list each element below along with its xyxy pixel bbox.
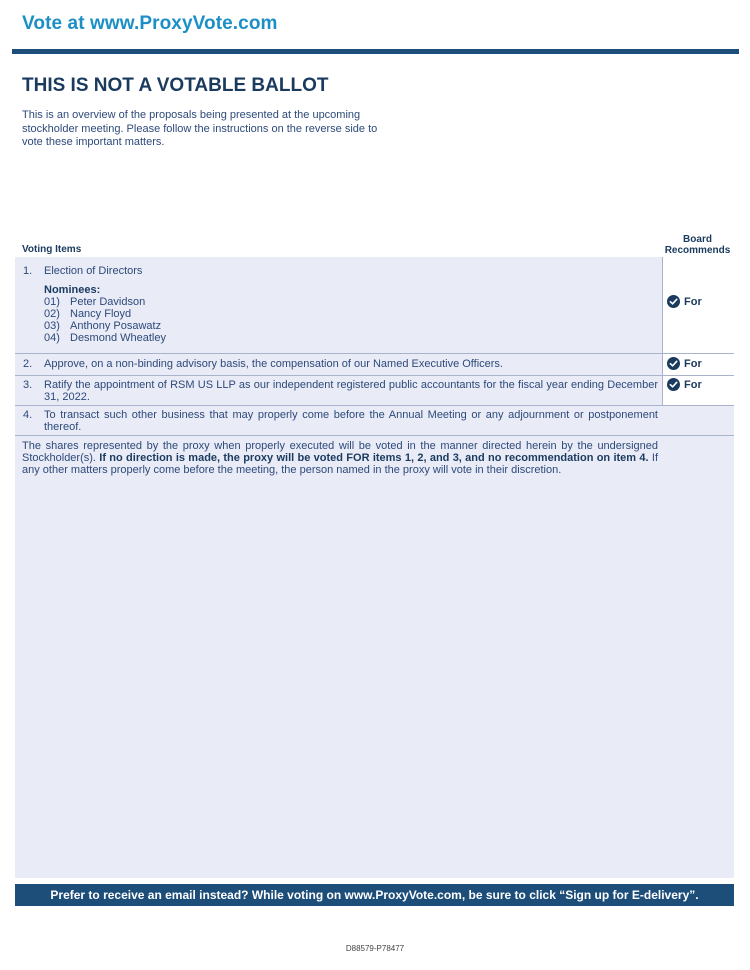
nominee-row — [44, 296, 658, 308]
board-recommendation-cell — [662, 257, 735, 353]
board-label: Board — [683, 234, 712, 245]
check-circle-icon — [667, 295, 680, 308]
nominee-number: 01) — [44, 296, 60, 308]
page-title: THIS IS NOT A VOTABLE BALLOT — [22, 75, 329, 96]
header-divider — [12, 49, 739, 54]
board-recommends-header — [660, 234, 735, 256]
nominee-name: Peter Davidson — [70, 296, 146, 308]
nominee-name: Nancy Floyd — [70, 308, 132, 320]
check-circle-icon — [667, 378, 680, 391]
nominee-name: Desmond Wheatley — [70, 332, 166, 344]
nominee-name: Anthony Posawatz — [70, 320, 162, 332]
board-recommendation-cell — [662, 354, 735, 375]
item-number: 4. — [23, 409, 33, 421]
recommendation-for — [667, 378, 702, 391]
disclaimer-text: The shares represented by the proxy when properly executed will be voted in the manner directed herein by the undersigned Stockholder(s). — [22, 440, 658, 464]
item-number: 1. — [23, 265, 33, 277]
item-text — [44, 265, 658, 344]
voting-items-panel — [15, 257, 734, 878]
recommends-label: Recommends — [664, 245, 731, 256]
nominee-number: 04) — [44, 332, 60, 344]
board-recommendation-cell — [662, 376, 735, 405]
nominees-heading: Nominees: — [44, 284, 101, 296]
recommendation-for — [667, 357, 702, 370]
item-text: To transact such other business that may properly come before the Annual Meeting or any adjournment or postponement thereof. — [44, 409, 658, 433]
disclaimer-text-end: If any other matters properly come before the meeting, the person named in the proxy will vote in their discretion. — [22, 452, 658, 476]
intro-paragraph: This is an overview of the proposals being presented at the upcoming stockholder meeting. Please follow the instructions on the reverse side to vote these important matters. — [22, 109, 378, 148]
item-text: Approve, on a non-binding advisory basis, the compensation of our Named Executive Officers. — [44, 358, 503, 370]
recommendation-label: For — [684, 357, 702, 370]
nominee-number: 03) — [44, 320, 60, 332]
item-number: 3. — [23, 379, 33, 391]
voting-item-3 — [15, 376, 734, 406]
voting-item-2 — [15, 354, 734, 376]
e-delivery-banner — [15, 884, 734, 906]
recommendation-for — [667, 295, 702, 308]
document-code: D88579-P78477 — [345, 944, 405, 953]
item-text: Ratify the appointment of RSM US LLP as our independent registered public accountants for the fiscal year ending December 31, 2022. — [44, 379, 658, 403]
nominee-row — [44, 320, 658, 332]
proxy-disclaimer — [22, 440, 658, 476]
check-circle-icon — [667, 357, 680, 370]
recommendation-label: For — [684, 295, 702, 308]
item-number: 2. — [23, 358, 33, 370]
voting-item-4 — [15, 406, 734, 436]
proxyvote-header-link[interactable]: Vote at www.ProxyVote.com — [22, 13, 278, 34]
nominee-row — [44, 308, 658, 320]
recommendation-label: For — [684, 378, 702, 391]
item-description: Election of Directors — [44, 265, 143, 277]
voting-items-header: Voting Items — [22, 244, 82, 255]
e-delivery-text: Prefer to receive an email instead? While voting on www.ProxyVote.com, be sure to click “Sign up for E-delivery”. — [50, 888, 699, 902]
nominee-row — [44, 332, 658, 344]
nominee-number: 02) — [44, 308, 60, 320]
disclaimer-bold-text: If no direction is made, the proxy will be voted FOR items 1, 2, and 3, and no recommendation on item 4. — [99, 452, 649, 464]
voting-item-1 — [15, 257, 734, 354]
